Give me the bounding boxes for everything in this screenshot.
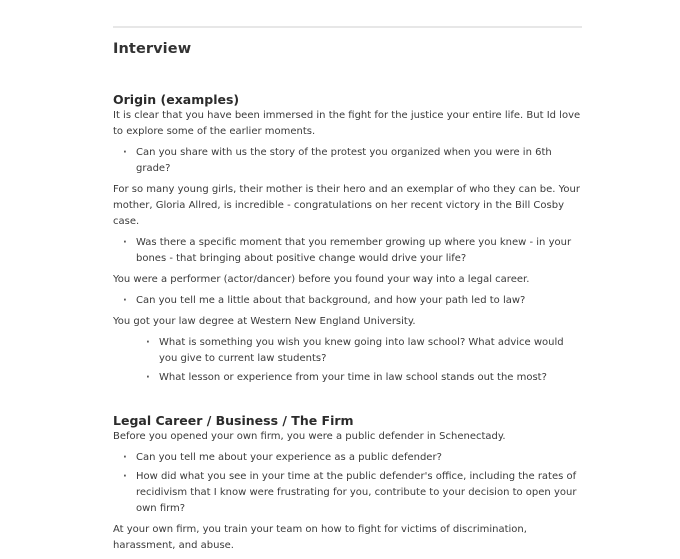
bullet-list (113, 293, 583, 309)
list-item: · How did what you see in your time at the public defender's office, including the rates of recidivism that I know were frustrating for you, contribute to your decision to open your own firm? (113, 469, 583, 517)
bullet-list (113, 145, 583, 177)
document-content (113, 92, 583, 559)
paragraph: For so many young girls, their mother is their hero and an exemplar of who they can be. Your mother, Gloria Allred, is incredible - congratulations on her recent victory in the Bill Cosby case. (113, 184, 580, 227)
section-legal-career (113, 413, 583, 554)
bullet-list (113, 450, 583, 517)
list-item: · Was there a specific moment that you remember growing up where you knew - in your bones - that bringing about positive change would drive your life? (113, 235, 583, 267)
paragraph: It is clear that you have been immersed in the fight for the justice your entire life. But Id love to explore some of the earlier moments. (113, 110, 581, 137)
document-title: Interview (113, 41, 192, 57)
paragraph: At your own firm, you train your team on how to fight for victims of discrimination, harassment, and abuse. (113, 524, 527, 551)
section-origin (113, 92, 583, 386)
list-item: · What lesson or experience from your time in law school stands out the most? (113, 370, 583, 386)
paragraph: You got your law degree at Western New England University. (113, 316, 416, 327)
top-divider (113, 26, 582, 28)
list-item: · Can you tell me a little about that background, and how your path led to law? (113, 293, 583, 309)
bullet-list (113, 235, 583, 267)
list-item: · Can you tell me about your experience as a public defender? (113, 450, 583, 466)
nested-bullet-list (113, 335, 583, 386)
paragraph: You were a performer (actor/dancer) before you found your way into a legal career. (113, 274, 530, 285)
section-heading: Origin (examples) (113, 92, 240, 107)
paragraph: Before you opened your own firm, you were a public defender in Schenectady. (113, 431, 506, 442)
list-item: · What is something you wish you knew going into law school? What advice would you give to current law students? (113, 335, 583, 367)
list-item: · Can you share with us the story of the protest you organized when you were in 6th grade? (113, 145, 583, 177)
section-heading: Legal Career / Business / The Firm (113, 413, 354, 428)
